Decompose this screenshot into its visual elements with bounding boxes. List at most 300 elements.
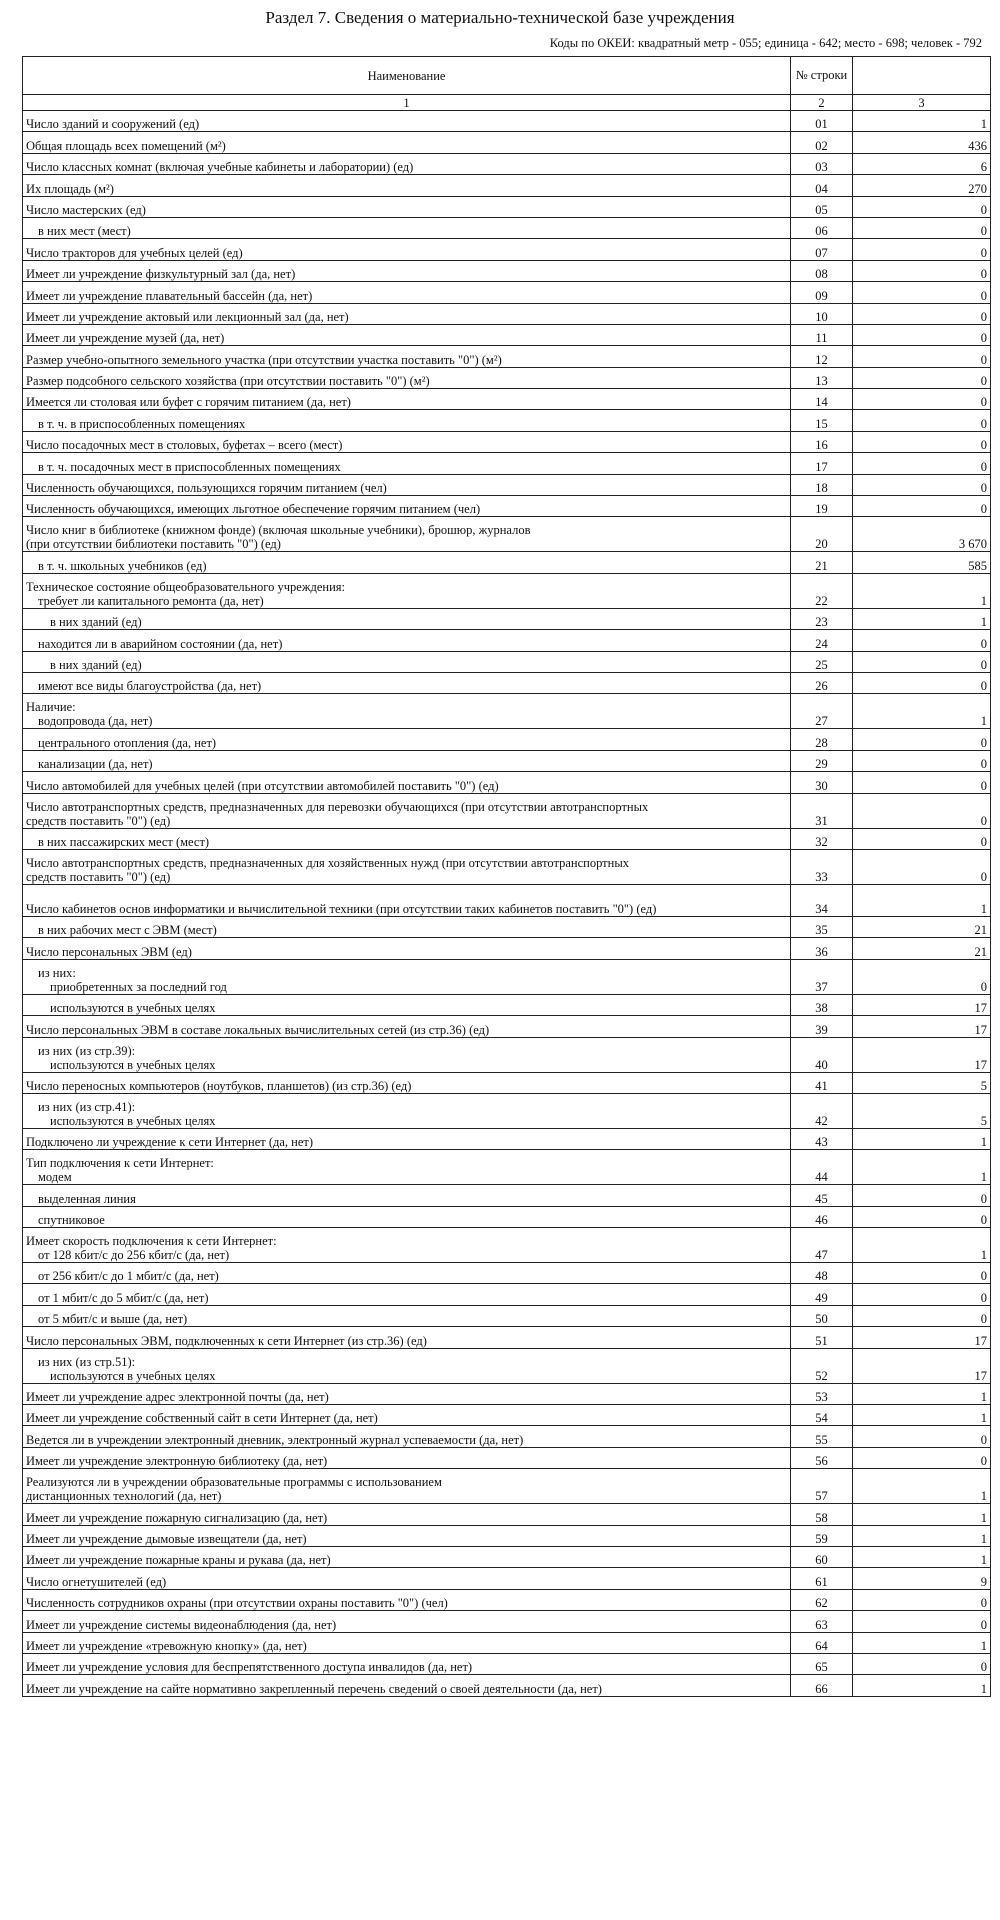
row-name-text: выделенная линия (38, 1191, 136, 1206)
table-row (23, 1568, 991, 1589)
row-value: 0 (853, 750, 991, 771)
row-name-text: Имеет ли учреждение «тревожную кнопку» (да, нет) (26, 1638, 307, 1653)
row-name (23, 260, 791, 281)
row-line-number: 03 (791, 153, 853, 174)
row-name-text: Число автотранспортных средств, предназначенных для хозяйственных нужд (при отсутствии автотранспортных (26, 855, 629, 870)
row-name-text: в т. ч. в приспособленных помещениях (38, 416, 246, 431)
row-line-number: 34 (791, 884, 853, 916)
row-name-text: Численность обучающихся, пользующихся горячим питанием (чел) (26, 481, 387, 496)
row-line-number: 19 (791, 496, 853, 517)
row-name (23, 849, 791, 884)
row-name (23, 916, 791, 937)
row-value: 17 (853, 1037, 991, 1072)
row-name (23, 793, 791, 828)
row-name-text: Число персональных ЭВМ (ед) (26, 944, 192, 959)
row-line-number: 08 (791, 260, 853, 281)
row-value: 0 (853, 772, 991, 793)
row-name (23, 367, 791, 388)
table-row (23, 1504, 991, 1525)
row-line-number: 07 (791, 239, 853, 260)
table-row (23, 630, 991, 651)
row-name-text: канализации (да, нет) (38, 757, 153, 772)
row-name-continuation: средств поставить "0") (ед) (26, 813, 171, 828)
table-row (23, 1093, 991, 1128)
row-name (23, 1185, 791, 1206)
table-row (23, 517, 991, 552)
row-value: 0 (853, 729, 991, 750)
column-number-1: 1 (23, 95, 791, 111)
row-name (23, 1348, 791, 1383)
row-value: 3 670 (853, 517, 991, 552)
row-name-text: в них мест (мест) (38, 224, 131, 239)
row-line-number: 56 (791, 1447, 853, 1468)
table-row (23, 217, 991, 238)
row-name-text: Имеет ли учреждение актовый или лекционный зал (да, нет) (26, 309, 349, 324)
row-value: 0 (853, 1185, 991, 1206)
row-value: 0 (853, 1263, 991, 1284)
row-name (23, 1653, 791, 1674)
row-name-continuation: (при отсутствии библиотеки поставить "0") (ед) (26, 537, 281, 552)
row-name-text: Имеет ли учреждение плавательный бассейн (да, нет) (26, 288, 313, 303)
row-value: 0 (853, 367, 991, 388)
row-value: 0 (853, 959, 991, 994)
row-line-number: 27 (791, 694, 853, 729)
row-name (23, 1228, 791, 1263)
table-row (23, 282, 991, 303)
table-row (23, 1206, 991, 1227)
table-row (23, 111, 991, 132)
table-row (23, 496, 991, 517)
table-row (23, 1611, 991, 1632)
row-line-number: 12 (791, 346, 853, 367)
row-name (23, 729, 791, 750)
row-name (23, 552, 791, 573)
row-value: 1 (853, 608, 991, 629)
table-row (23, 175, 991, 196)
table-row (23, 608, 991, 629)
row-name-text: Число кабинетов основ информатики и вычислительной техники (при отсутствии таких кабинетов поставить "0") (ед) (26, 901, 657, 916)
row-name (23, 694, 791, 729)
row-name (23, 1037, 791, 1072)
table-row (23, 410, 991, 431)
row-value: 1 (853, 1469, 991, 1504)
table-row (23, 1447, 991, 1468)
row-value: 5 (853, 1072, 991, 1093)
row-name (23, 132, 791, 153)
row-name (23, 1447, 791, 1468)
row-value: 6 (853, 153, 991, 174)
table-row (23, 389, 991, 410)
table-row (23, 1284, 991, 1305)
row-line-number: 24 (791, 630, 853, 651)
row-value: 0 (853, 1653, 991, 1674)
table-row (23, 474, 991, 495)
row-name-text: Число автотранспортных средств, предназначенных для перевозки обучающихся (при отсутствии автотранспортных (26, 799, 649, 814)
row-name (23, 324, 791, 345)
row-name (23, 1072, 791, 1093)
row-name (23, 1206, 791, 1227)
row-value: 0 (853, 239, 991, 260)
row-name-text: Реализуются ли в учреждении образовательные программы с использованием (26, 1475, 442, 1490)
row-name-text: Число переносных компьютеров (ноутбуков, планшетов) (из стр.36) (ед) (26, 1078, 412, 1093)
row-name (23, 828, 791, 849)
row-name-text: Размер учебно-опытного земельного участка (при отсутствии участка поставить "0") (м²) (26, 352, 502, 367)
table-row (23, 1072, 991, 1093)
row-line-number: 37 (791, 959, 853, 994)
row-line-number: 32 (791, 828, 853, 849)
row-name (23, 608, 791, 629)
row-line-number: 26 (791, 672, 853, 693)
row-name-text: Число мастерских (ед) (26, 202, 146, 217)
row-value: 17 (853, 1348, 991, 1383)
row-name (23, 1284, 791, 1305)
row-name-continuation: используются в учебных целях (50, 1368, 216, 1383)
row-value: 1 (853, 1383, 991, 1404)
table-row (23, 1469, 991, 1504)
row-value: 0 (853, 1206, 991, 1227)
row-name-text: Число огнетушителей (ед) (26, 1574, 167, 1589)
row-name (23, 1504, 791, 1525)
row-name-text: из них (из стр.51): (38, 1354, 136, 1369)
row-name (23, 175, 791, 196)
row-value: 0 (853, 1589, 991, 1610)
row-value: 1 (853, 1546, 991, 1567)
row-name (23, 1383, 791, 1404)
row-name-continuation: от 128 кбит/с до 256 кбит/с (да, нет) (38, 1248, 230, 1263)
table-row (23, 239, 991, 260)
row-name (23, 630, 791, 651)
row-value: 0 (853, 282, 991, 303)
row-name-text: из них: (38, 965, 76, 980)
row-name (23, 196, 791, 217)
header-name: Наименование (23, 57, 791, 95)
row-line-number: 16 (791, 431, 853, 452)
row-value: 0 (853, 196, 991, 217)
row-name-text: в т. ч. школьных учебников (ед) (38, 558, 207, 573)
row-value: 0 (853, 1447, 991, 1468)
row-name-text: имеют все виды благоустройства (да, нет) (38, 679, 262, 694)
row-name-text: Ведется ли в учреждении электронный дневник, электронный журнал успеваемости (да, нет) (26, 1432, 524, 1447)
row-line-number: 48 (791, 1263, 853, 1284)
row-value: 1 (853, 573, 991, 608)
row-name (23, 1327, 791, 1348)
row-value: 1 (853, 1405, 991, 1426)
row-name-text: в них зданий (ед) (50, 615, 142, 630)
row-name-continuation: средств поставить "0") (ед) (26, 869, 171, 884)
row-name (23, 346, 791, 367)
row-name-text: Тип подключения к сети Интернет: (26, 1156, 214, 1171)
table-row (23, 1405, 991, 1426)
table-row (23, 1128, 991, 1149)
row-line-number: 10 (791, 303, 853, 324)
material-base-table (22, 56, 991, 1697)
row-line-number: 59 (791, 1525, 853, 1546)
row-line-number: 40 (791, 1037, 853, 1072)
table-row (23, 750, 991, 771)
row-name-text: от 5 мбит/с и выше (да, нет) (38, 1312, 188, 1327)
row-name (23, 750, 791, 771)
table-row (23, 1589, 991, 1610)
table-row (23, 1037, 991, 1072)
row-name (23, 453, 791, 474)
row-line-number: 45 (791, 1185, 853, 1206)
row-name-text: Наличие: (26, 700, 76, 715)
row-name (23, 772, 791, 793)
row-name (23, 1426, 791, 1447)
table-row (23, 938, 991, 959)
header-value (853, 57, 991, 95)
row-line-number: 63 (791, 1611, 853, 1632)
table-row (23, 573, 991, 608)
row-name-text: Число классных комнат (включая учебные кабинеты и лаборатории) (ед) (26, 160, 414, 175)
row-value: 1 (853, 1525, 991, 1546)
row-name-text: спутниковое (38, 1213, 105, 1228)
row-line-number: 18 (791, 474, 853, 495)
table-row (23, 959, 991, 994)
section-title: Раздел 7. Сведения о материально-технической базе учреждения (265, 8, 735, 27)
row-value: 0 (853, 303, 991, 324)
row-value: 0 (853, 474, 991, 495)
row-name (23, 1611, 791, 1632)
okei-codes: Коды по ОКЕИ: квадратный метр - 055; единица - 642; место - 698; человек - 792 (549, 36, 982, 50)
row-name (23, 1632, 791, 1653)
row-value: 0 (853, 389, 991, 410)
row-line-number: 15 (791, 410, 853, 431)
row-name-text: в них рабочих мест с ЭВМ (мест) (38, 923, 217, 938)
row-line-number: 53 (791, 1383, 853, 1404)
row-value: 1 (853, 694, 991, 729)
row-name-text: в них зданий (ед) (50, 657, 142, 672)
row-line-number: 33 (791, 849, 853, 884)
row-name-text: Численность обучающихся, имеющих льготное обеспечение горячим питанием (чел) (26, 502, 481, 517)
row-line-number: 11 (791, 324, 853, 345)
row-line-number: 21 (791, 552, 853, 573)
column-number-2: 2 (791, 95, 853, 111)
row-name-text: используются в учебных целях (50, 1001, 216, 1016)
table-row (23, 132, 991, 153)
row-line-number: 62 (791, 1589, 853, 1610)
row-name-continuation: используются в учебных целях (50, 1057, 216, 1072)
row-name-continuation: требует ли капитального ремонта (да, нет) (38, 593, 264, 608)
table-row (23, 346, 991, 367)
table-row (23, 1016, 991, 1037)
column-number-3: 3 (853, 95, 991, 111)
row-name (23, 959, 791, 994)
row-value: 1 (853, 1228, 991, 1263)
row-name-text: от 256 кбит/с до 1 мбит/с (да, нет) (38, 1269, 219, 1284)
row-name (23, 496, 791, 517)
row-name-continuation: модем (38, 1170, 72, 1185)
table-row (23, 884, 991, 916)
row-value: 0 (853, 496, 991, 517)
row-line-number: 04 (791, 175, 853, 196)
row-line-number: 51 (791, 1327, 853, 1348)
table-row (23, 1525, 991, 1546)
row-line-number: 58 (791, 1504, 853, 1525)
row-name-text: Число зданий и сооружений (ед) (26, 117, 200, 132)
row-name-text: Имеет ли учреждение на сайте нормативно закрепленный перечень сведений о своей деятельности (да, нет) (26, 1681, 602, 1696)
row-name (23, 1128, 791, 1149)
row-value: 1 (853, 1150, 991, 1185)
row-line-number: 42 (791, 1093, 853, 1128)
row-value: 1 (853, 1675, 991, 1696)
row-name-text: Размер подсобного сельского хозяйства (при отсутствии поставить "0") (м²) (26, 374, 430, 389)
row-name-text: Число книг в библиотеке (книжном фонде) (включая школьные учебники), брошюр, журналов (26, 523, 531, 538)
header-line-number: № строки (791, 57, 853, 95)
row-line-number: 43 (791, 1128, 853, 1149)
row-name (23, 1305, 791, 1326)
row-line-number: 60 (791, 1546, 853, 1567)
row-name-text: в т. ч. посадочных мест в приспособленных помещениях (38, 459, 341, 474)
row-value: 436 (853, 132, 991, 153)
row-name-text: Имеет ли учреждение условия для беспрепятственного доступа инвалидов (да, нет) (26, 1660, 473, 1675)
row-value: 0 (853, 260, 991, 281)
row-name-text: Имеет ли учреждение собственный сайт в сети Интернет (да, нет) (26, 1411, 378, 1426)
row-value: 0 (853, 346, 991, 367)
row-name-text: Имеет ли учреждение физкультурный зал (да, нет) (26, 267, 296, 282)
row-value: 0 (853, 324, 991, 345)
row-name (23, 517, 791, 552)
row-value: 0 (853, 1284, 991, 1305)
row-name-text: Имеет ли учреждение электронную библиотеку (да, нет) (26, 1454, 328, 1469)
row-line-number: 49 (791, 1284, 853, 1305)
row-name-text: из них (из стр.41): (38, 1099, 136, 1114)
row-name-text: Имеет ли учреждение пожарные краны и рукава (да, нет) (26, 1553, 331, 1568)
row-line-number: 02 (791, 132, 853, 153)
row-name-continuation: дистанционных технологий (да, нет) (26, 1489, 222, 1504)
column-number-row (23, 95, 991, 111)
row-name-continuation: приобретенных за последний год (50, 979, 227, 994)
row-line-number: 41 (791, 1072, 853, 1093)
row-name (23, 217, 791, 238)
table-row (23, 324, 991, 345)
row-name (23, 1016, 791, 1037)
row-name-text: Число посадочных мест в столовых, буфетах – всего (мест) (26, 438, 343, 453)
row-value: 0 (853, 431, 991, 452)
row-line-number: 30 (791, 772, 853, 793)
row-name-text: Их площадь (м²) (26, 181, 114, 196)
row-line-number: 38 (791, 994, 853, 1015)
row-line-number: 61 (791, 1568, 853, 1589)
table-row (23, 552, 991, 573)
table-row (23, 849, 991, 884)
row-line-number: 64 (791, 1632, 853, 1653)
row-value: 21 (853, 916, 991, 937)
row-line-number: 47 (791, 1228, 853, 1263)
row-name-text: Имеет ли учреждение системы видеонаблюдения (да, нет) (26, 1617, 337, 1632)
table-row (23, 772, 991, 793)
table-row (23, 367, 991, 388)
row-name (23, 1093, 791, 1128)
row-name-text: из них (из стр.39): (38, 1043, 136, 1058)
row-name-text: Имеет ли учреждение дымовые извещатели (да, нет) (26, 1531, 307, 1546)
row-line-number: 05 (791, 196, 853, 217)
row-line-number: 39 (791, 1016, 853, 1037)
row-name (23, 1675, 791, 1696)
table-row (23, 153, 991, 174)
row-value: 270 (853, 175, 991, 196)
row-line-number: 44 (791, 1150, 853, 1185)
table-row (23, 1327, 991, 1348)
row-line-number: 13 (791, 367, 853, 388)
row-value: 17 (853, 1016, 991, 1037)
table-row (23, 303, 991, 324)
row-name (23, 994, 791, 1015)
row-line-number: 36 (791, 938, 853, 959)
row-name (23, 1546, 791, 1567)
row-name-text: Подключено ли учреждение к сети Интернет (да, нет) (26, 1135, 314, 1150)
table-row (23, 1305, 991, 1326)
table-row (23, 994, 991, 1015)
row-line-number: 65 (791, 1653, 853, 1674)
row-value: 17 (853, 1327, 991, 1348)
table-row (23, 453, 991, 474)
row-name (23, 111, 791, 132)
row-value: 21 (853, 938, 991, 959)
table-row (23, 1150, 991, 1185)
row-name-text: Имеет ли учреждение адрес электронной почты (да, нет) (26, 1390, 329, 1405)
row-value: 9 (853, 1568, 991, 1589)
row-value: 0 (853, 1305, 991, 1326)
row-value: 0 (853, 453, 991, 474)
row-line-number: 28 (791, 729, 853, 750)
row-name (23, 389, 791, 410)
table-header-row (23, 57, 991, 95)
row-value: 0 (853, 672, 991, 693)
row-name (23, 884, 791, 916)
row-line-number: 29 (791, 750, 853, 771)
table-row (23, 1185, 991, 1206)
row-name-text: Имеет скорость подключения к сети Интернет: (26, 1234, 277, 1249)
row-value: 1 (853, 1128, 991, 1149)
row-name (23, 1263, 791, 1284)
row-name (23, 672, 791, 693)
row-name (23, 938, 791, 959)
row-name (23, 431, 791, 452)
row-value: 0 (853, 1426, 991, 1447)
row-value: 1 (853, 111, 991, 132)
row-name-text: Численность сотрудников охраны (при отсутствии охраны поставить "0") (чел) (26, 1596, 448, 1611)
row-line-number: 66 (791, 1675, 853, 1696)
table-row (23, 916, 991, 937)
row-name-text: от 1 мбит/с до 5 мбит/с (да, нет) (38, 1290, 209, 1305)
row-name (23, 1150, 791, 1185)
row-name (23, 1525, 791, 1546)
row-name-text: Имеет ли учреждение пожарную сигнализацию (да, нет) (26, 1510, 328, 1525)
table-row (23, 431, 991, 452)
row-name (23, 303, 791, 324)
row-line-number: 17 (791, 453, 853, 474)
row-name (23, 1469, 791, 1504)
table-row (23, 1675, 991, 1696)
row-name (23, 1405, 791, 1426)
row-line-number: 55 (791, 1426, 853, 1447)
table-row (23, 1632, 991, 1653)
row-line-number: 14 (791, 389, 853, 410)
row-name-text: Число персональных ЭВМ, подключенных к сети Интернет (из стр.36) (ед) (26, 1333, 427, 1348)
row-name (23, 1568, 791, 1589)
row-name-continuation: используются в учебных целях (50, 1113, 216, 1128)
table-row (23, 1653, 991, 1674)
row-line-number: 57 (791, 1469, 853, 1504)
table-row (23, 1383, 991, 1404)
table-row (23, 793, 991, 828)
row-value: 0 (853, 217, 991, 238)
table-row (23, 828, 991, 849)
row-line-number: 52 (791, 1348, 853, 1383)
row-name-text: центрального отопления (да, нет) (38, 735, 217, 750)
table-row (23, 1348, 991, 1383)
